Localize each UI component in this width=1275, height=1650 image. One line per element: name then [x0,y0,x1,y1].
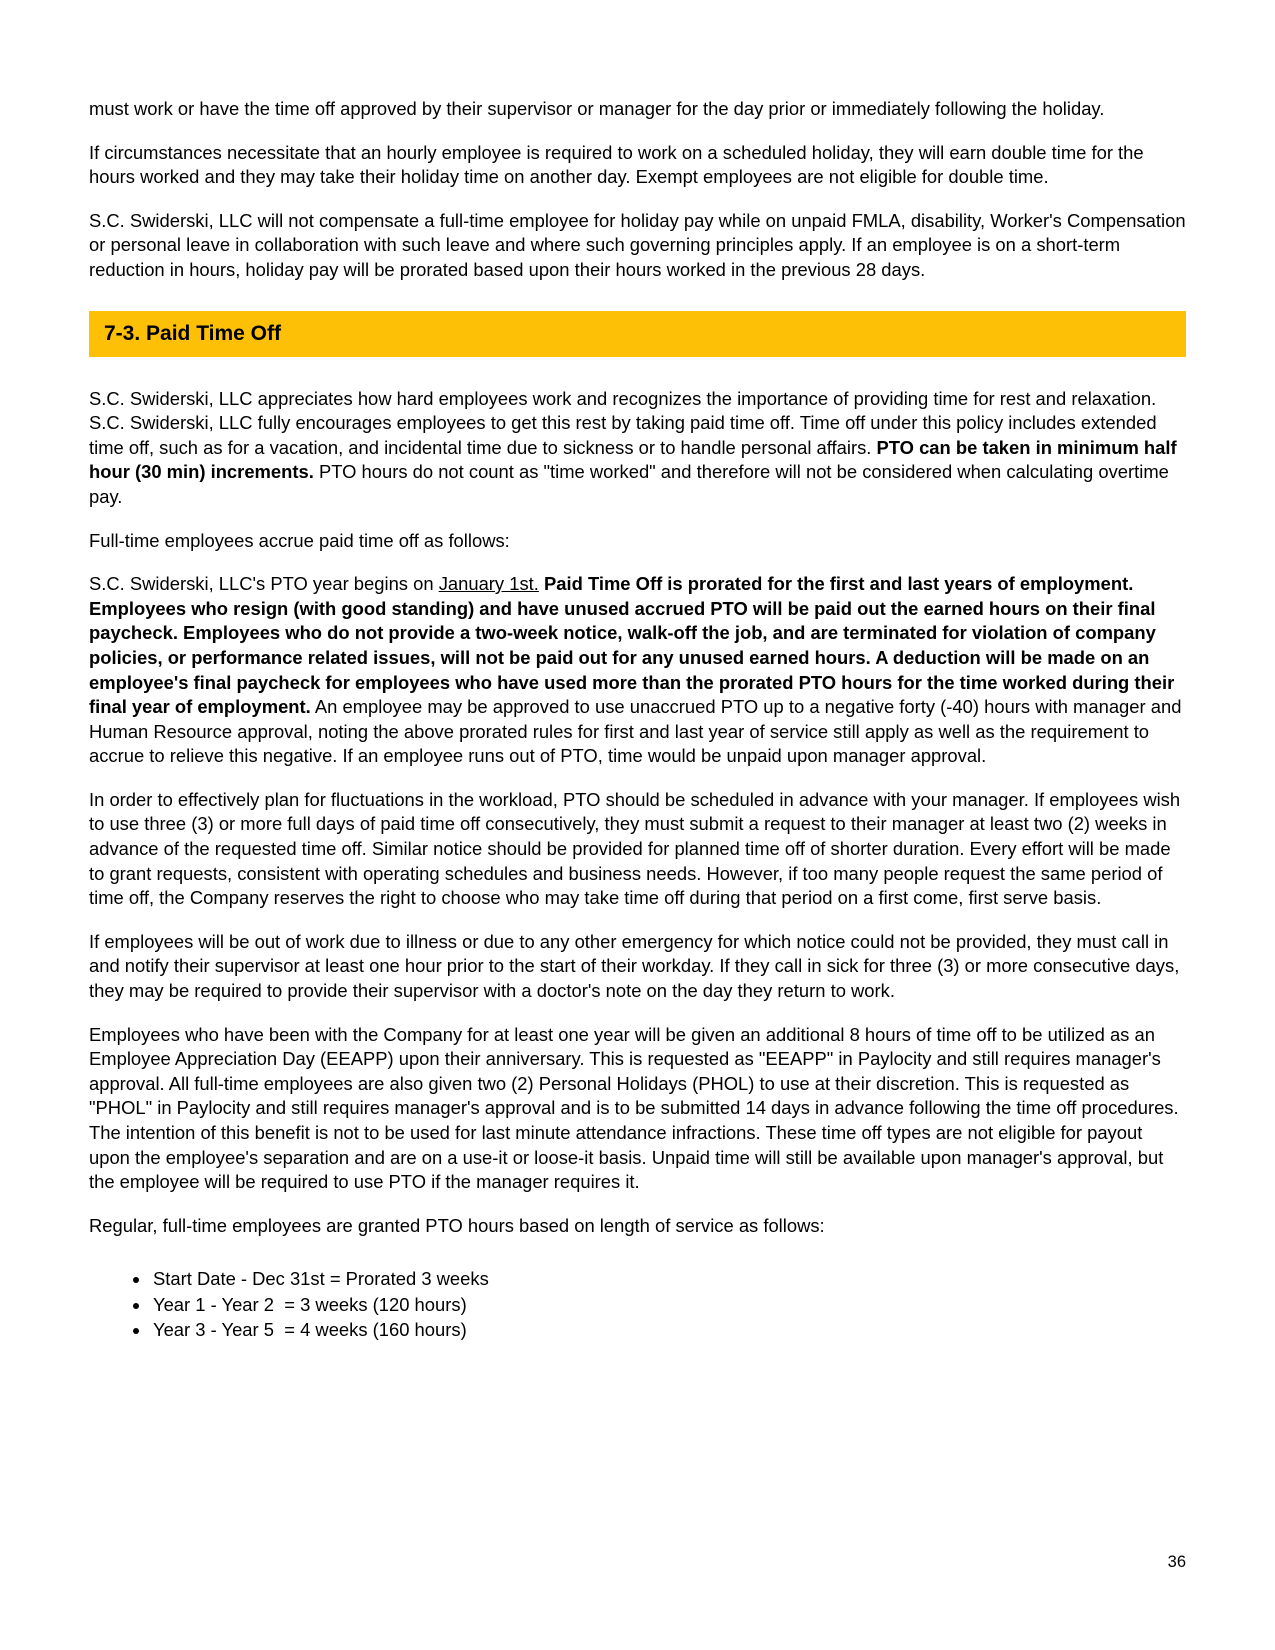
text-run: An employee may be approved to use unaccrued PTO up to a negative forty (-40) hours with manager and Human Resource approval, noting the above prorated rules for first and last year of service still apply as well as the requirement to accrue to relieve this negative. If an employee runs out of PTO, time would be unpaid upon manager approval. [89,696,1187,767]
paragraph-illness-call-in [89,930,1186,1004]
paragraph-service-length-intro [89,1214,1186,1239]
text-run: If circumstances necessitate that an hourly employee is required to work on a scheduled holiday, they will earn double time for the hours worked and they may take their holiday time on another day. Exempt employees are not eligible for double time. [89,141,1149,188]
page-number: 36 [1167,1553,1186,1571]
pto-accrual-list [89,1266,1186,1342]
text-run: S.C. Swiderski, LLC's PTO year begins on [89,573,439,595]
paragraph-pto-year-payout [89,572,1186,769]
text-run: If employees will be out of work due to illness or due to any other emergency for which notice could not be provided, they must call in and notify their supervisor at least one hour prior to the start of their workday. If they call in sick for three (3) or more consecutive days, they may be required to provide their supervisor with a doctor's note on the day they return to work. [89,930,1185,1002]
paragraph-holiday-pay-exclusions [89,209,1191,283]
text-run-bold: Paid Time Off is prorated for the first and last years of employment. Employees who resign (with good standing) and have unused accrued PTO will be paid out the earned hours on their final paycheck. Employees who do not provide a two-week notice, walk-off the job, and are terminated for violation of company policies, or performance related issues, will not be paid out for any unused earned hours. A deduction will be made on an employee's final paycheck for employees who have used more than the prorated PTO hours for the time worked during their final year of employment. [89,573,1180,718]
paragraph-eeapp-phol [89,1023,1186,1195]
list-item-text: Year 3 - Year 5 = 4 weeks (160 hours) [153,1319,467,1341]
paragraph-holiday-double-time [89,141,1186,190]
text-run: must work or have the time off approved by their supervisor or manager for the day prior or immediately following the holiday. [89,98,1105,119]
paragraph-pto-intro [89,387,1186,510]
text-run-bold: PTO can be taken in minimum half hour (30 min) increments. [89,436,1182,483]
list-item-text: Year 1 - Year 2 = 3 weeks (120 hours) [153,1293,467,1315]
text-run: PTO hours do not count as "time worked" and therefore will not be considered when calculating overtime pay. [89,461,1175,507]
text-run: S.C. Swiderski, LLC will not compensate a full-time employee for holiday pay while on unpaid FMLA, disability, Worker's Compensation or personal leave in collaboration with such leave and where such governing principles apply. If an employee is on a short-term reduction in hours, holiday pay will be prorated based upon their hours worked in the previous 28 days. [89,209,1191,280]
text-run-underline: January 1st. [438,573,539,595]
text-run: In order to effectively plan for fluctuations in the workload, PTO should be scheduled in advance with your manager. If employees wish to use three (3) or more full days of paid time off consecutively, they must submit a request to their manager at least two (2) weeks in advance of the requested time off. Similar notice should be provided for planned time off of shorter duration. Every effort will be made to grant requests, consistent with operating schedules and business needs. However, if too many people request the same period of time off, the Company reserves the right to choose who may take time off during that period on a first come, first serve basis. [89,788,1186,909]
section-heading-label: 7-3. Paid Time Off [104,321,281,345]
section-heading-bar [89,311,1186,357]
list-item [151,1266,1186,1291]
paragraph-holiday-approval [89,97,1186,122]
list-item [151,1317,1186,1342]
list-item [151,1292,1186,1317]
text-run: S.C. Swiderski, LLC appreciates how hard employees work and recognizes the importance of providing time for rest and relaxation. S.C. Swiderski, LLC fully encourages employees to get this rest by taking paid time off. Time off under this policy includes extended time off, such as for a vacation, and incidental time due to sickness or to handle personal affairs. [89,387,1162,458]
text-run: Regular, full-time employees are granted PTO hours based on length of service as follows: [89,1214,825,1236]
paragraph-pto-scheduling [89,788,1186,911]
list-item-text: Start Date - Dec 31st = Prorated 3 weeks [153,1268,489,1290]
text-run: Full-time employees accrue paid time off as follows: [89,529,510,551]
paragraph-accrual-intro [89,529,1186,554]
text-run: Employees who have been with the Company for at least one year will be given an additional 8 hours of time off to be utilized as an Employee Appreciation Day (EEAPP) upon their anniversary. This is requested as "EEAPP" in Paylocity and still requires manager's approval. All full-time employees are also given two (2) Personal Holidays (PHOL) to use at their discretion. This is requested as "PHOL" in Paylocity and still requires manager's approval and is to be submitted 14 days in advance following the time off procedures. The intention of this benefit is not to be used for last minute attendance infractions. These time off types are not eligible for payout upon the employee's separation and are on a use-it or loose-it basis. Unpaid time will still be available upon manager's approval, but the employee will be required to use PTO if the manager requires it. [89,1023,1184,1193]
